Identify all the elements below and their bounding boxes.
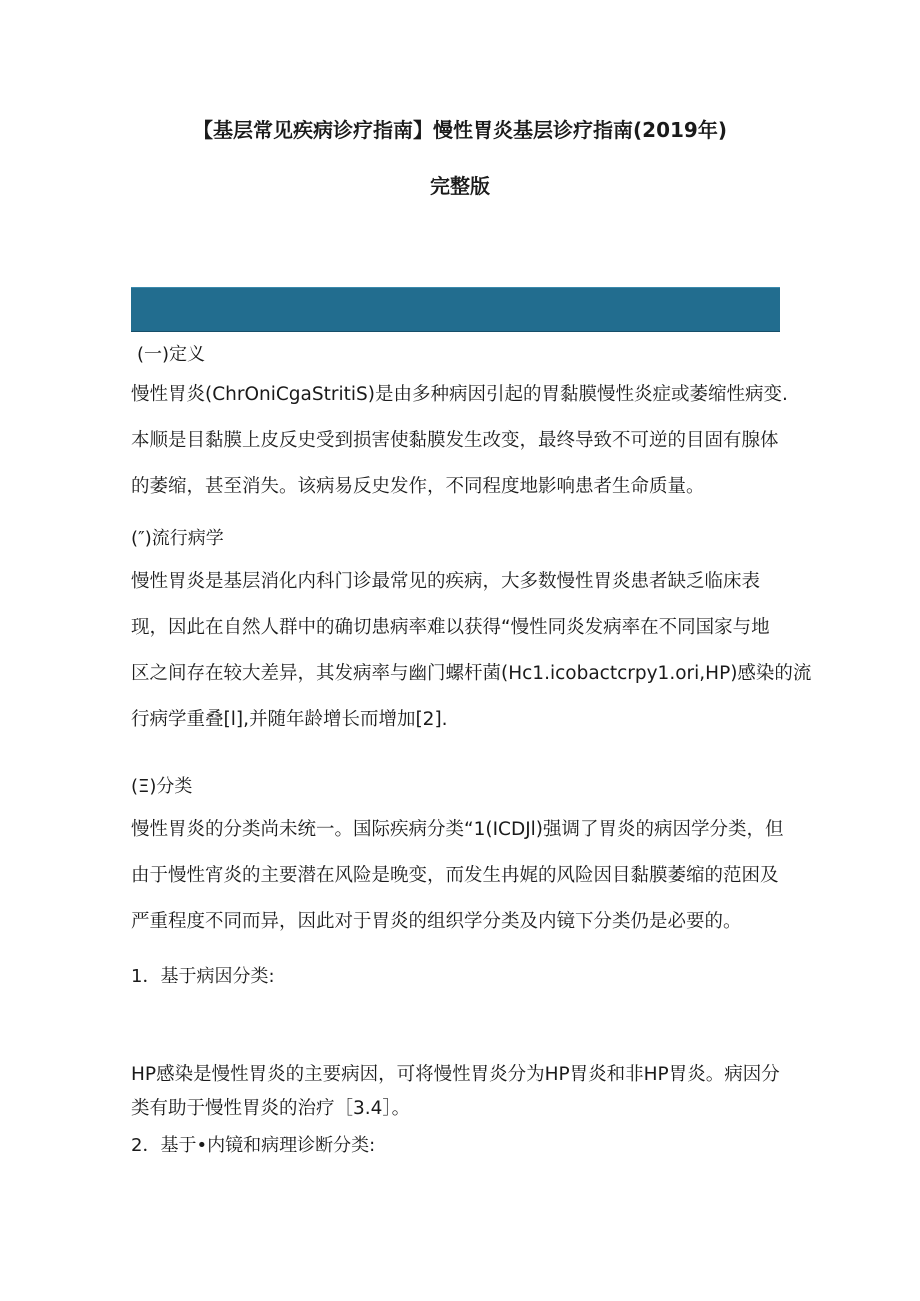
paragraph-line: 严重程度不同而异，因此对于胃炎的组织学分类及内镜下分类仍是必要的。: [131, 911, 742, 932]
definition-paragraph: [131, 372, 788, 510]
paragraph-line: 由于慢性宵炎的主要潜在风险是晚变，而发生冉娓的风险因目黏膜萎缩的范困及: [131, 865, 779, 886]
paragraph-line: 本顺是目黏膜上皮反史受到损害使黏膜发生改变，最终导致不可逆的目固有腺体: [131, 430, 779, 451]
paragraph-line: 类有助于慢性胃炎的治疗［3.4］。: [131, 1098, 411, 1119]
paragraph-line: 区之间存在较大差异，其发病率与幽门螺杆菌(Hc1.icobactcrpy1.ori,HP)感染的流: [131, 663, 812, 684]
classification-heading: (Ξ)分类: [131, 776, 193, 797]
document-title: 【基层常见疾病诊疗指南】慢性胃炎基层诊疗指南(2019年): [193, 118, 727, 142]
epidemiology-paragraph: [131, 559, 812, 743]
definition-heading: (一)定义: [137, 344, 206, 365]
paragraph-line: HP感染是慢性胃炎的主要病因，可将慢性胃炎分为HP胃炎和非HP胃炎。病因分: [131, 1064, 780, 1085]
paragraph-line: 慢性胃炎(ChrOniCgaStritiS)是由多种病因引起的胃黏膜慢性炎症或萎缩性病变.: [131, 384, 788, 405]
classification-paragraph: [131, 807, 784, 945]
epidemiology-heading: (″)流行病学: [131, 528, 224, 549]
item1-heading: 1．基于病因分类:: [131, 966, 275, 987]
paragraph-line: 行病学重叠[l],并随年龄增长而增加[2].: [131, 709, 448, 730]
paragraph-line: 慢性胃炎是基层消化内科门诊最常见的疾病，大多数慢性胃炎患者缺乏临床表: [131, 571, 761, 592]
section-banner: [131, 287, 780, 332]
document-subtitle: 完整版: [430, 174, 490, 198]
paragraph-line: 慢性胃炎的分类尚未统一。国际疾病分类“1(ICDJl)强调了胃炎的病因学分类，但: [131, 819, 784, 840]
item1-paragraph: [131, 1058, 780, 1126]
paragraph-line: 的萎缩，甚至消失。该病易反史发作，不同程度地影响患者生命质量。: [131, 476, 705, 497]
paragraph-line: 现，因此在自然人群中的确切患病率难以获得“慢性同炎发病率在不同国家与地: [131, 617, 770, 638]
item2-heading: 2．基于•内镜和病理诊断分类:: [131, 1135, 376, 1156]
